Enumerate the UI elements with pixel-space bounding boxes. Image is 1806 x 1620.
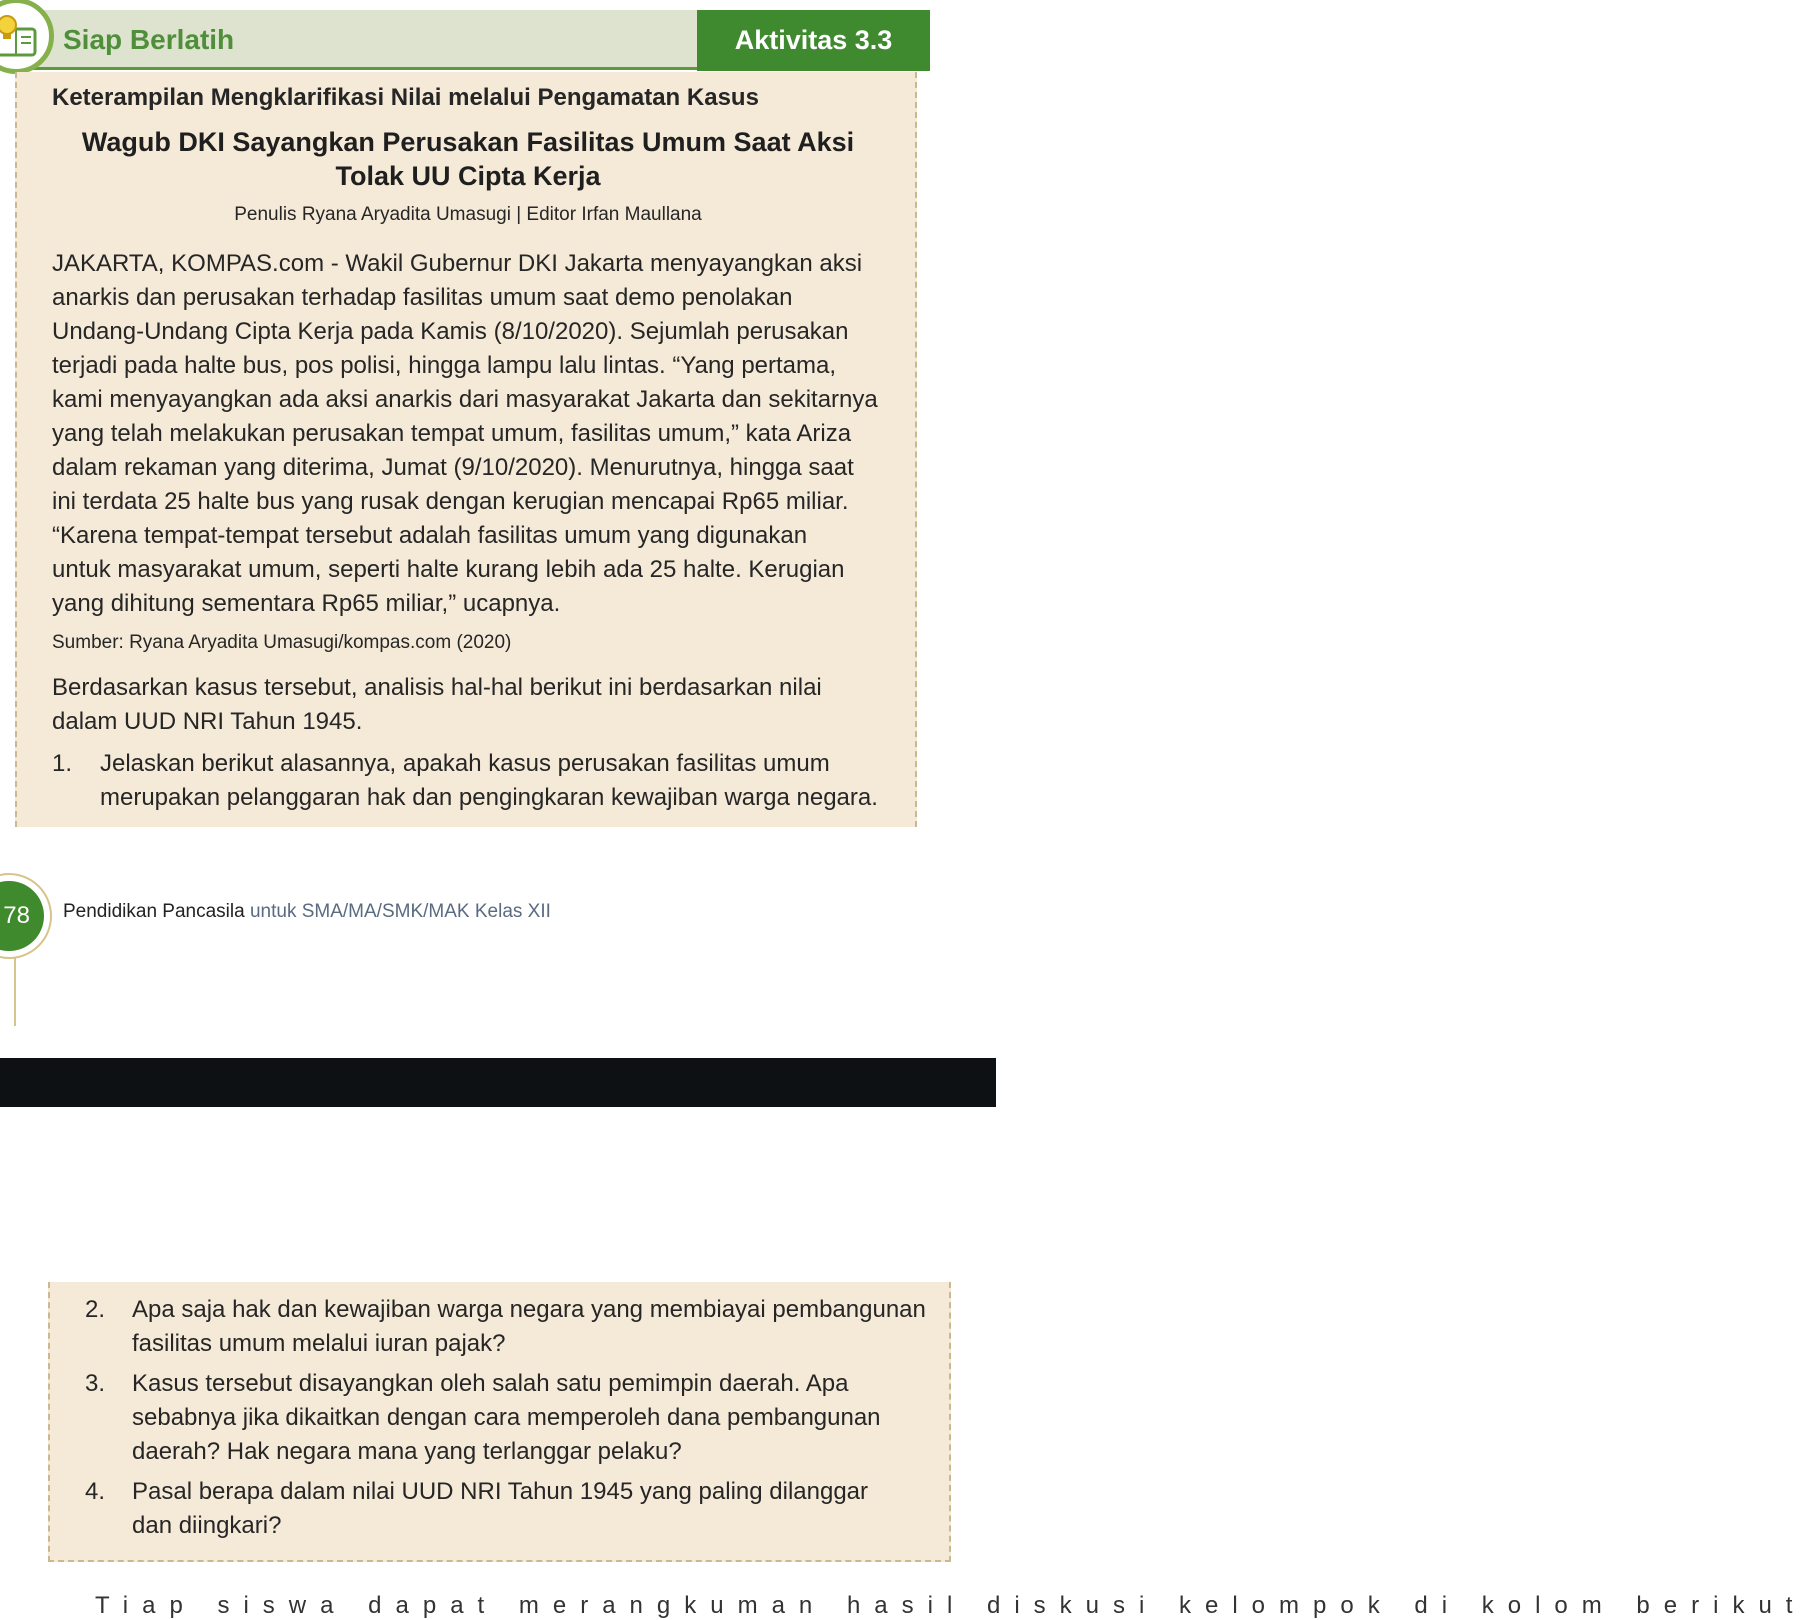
article-line: anarkis dan perusakan terhadap fasilitas umum saat demo penolakan: [52, 284, 793, 311]
question-number-3: 3.: [85, 1370, 106, 1397]
article-source: Sumber: Ryana Aryadita Umasugi/kompas.com (2020): [52, 632, 512, 653]
question-1-line: Jelaskan berikut alasannya, apakah kasus perusakan fasilitas umum: [100, 750, 830, 777]
questions-box: [48, 1282, 951, 1562]
question-2-line: Apa saja hak dan kewajiban warga negara yang membiayai pembangunan: [132, 1296, 926, 1323]
footer-divider: [14, 958, 16, 1026]
article-line: ini terdata 25 halte bus yang rusak dengan kerugian mencapai Rp65 miliar.: [52, 488, 849, 515]
section-subheading: Keterampilan Mengklarifikasi Nilai melalui Pengamatan Kasus: [52, 84, 759, 111]
question-number-1: 1.: [52, 750, 73, 777]
instruction-line: dalam UUD NRI Tahun 1945.: [52, 708, 363, 735]
article-line: “Karena tempat-tempat tersebut adalah fasilitas umum yang digunakan: [52, 522, 808, 549]
activity-label-box: [697, 10, 930, 71]
activity-header: [0, 8, 930, 72]
article-line: untuk masyarakat umum, seperti halte kurang lebih ada 25 halte. Kerugian: [52, 556, 845, 583]
question-3-line: sebabnya jika dikaitkan dengan cara memperoleh dana pembangunan: [132, 1404, 881, 1431]
instruction-line: Berdasarkan kasus tersebut, analisis hal-hal berikut ini berdasarkan nilai: [52, 674, 822, 701]
page-break-band: [0, 1058, 996, 1107]
question-3-line: Kasus tersebut disayangkan oleh salah satu pemimpin daerah. Apa: [132, 1370, 849, 1397]
header-title-bar: [0, 10, 700, 70]
article-line: dalam rekaman yang diterima, Jumat (9/10/2020). Menurutnya, hingga saat: [52, 454, 854, 481]
article-title-line-1: Wagub DKI Sayangkan Perusakan Fasilitas Umum Saat Aksi: [81, 127, 855, 157]
question-1-line: merupakan pelanggaran hak dan pengingkaran kewajiban warga negara.: [100, 784, 878, 811]
article-line: JAKARTA, KOMPAS.com - Wakil Gubernur DKI Jakarta menyayangkan aksi: [52, 250, 863, 277]
book-subtitle: untuk SMA/MA/SMK/MAK Kelas XII: [249, 901, 551, 922]
article-line: kami menyayangkan ada aksi anarkis dari masyarakat Jakarta dan sekitarnya: [52, 386, 878, 413]
book-footer: [63, 901, 551, 923]
article-title-line-2: Tolak UU Cipta Kerja: [335, 161, 601, 191]
case-study-box: [15, 72, 917, 827]
question-3-line: daerah? Hak negara mana yang terlanggar pelaku?: [132, 1438, 682, 1465]
article-author: Penulis Ryana Aryadita Umasugi | Editor Irfan Maullana: [234, 204, 702, 225]
question-2-line: fasilitas umum melalui iuran pajak?: [132, 1330, 506, 1357]
article-line: Undang-Undang Cipta Kerja pada Kamis (8/10/2020). Sejumlah perusakan: [52, 318, 849, 345]
page-number-badge: [0, 873, 52, 959]
page-number: 78: [3, 902, 30, 929]
article-line: terjadi pada halte bus, pos polisi, hingga lampu lalu lintas. “Yang pertama,: [52, 352, 837, 379]
question-number-4: 4.: [85, 1478, 106, 1505]
activity-label: Aktivitas 3.3: [734, 25, 893, 55]
article-line: yang telah melakukan perusakan tempat umum, fasilitas umum,” kata Ariza: [52, 420, 852, 447]
question-4-line: Pasal berapa dalam nilai UUD NRI Tahun 1945 yang paling dilanggar: [132, 1478, 869, 1505]
header-title: Siap Berlatih: [63, 24, 235, 55]
book-title: Pendidikan Pancasila: [63, 901, 245, 922]
question-number-2: 2.: [85, 1296, 106, 1323]
question-4-line: dan diingkari?: [132, 1512, 282, 1539]
article-line: yang dihitung sementara Rp65 miliar,” ucapnya.: [52, 590, 561, 617]
cutoff-text-line: Tiap siswa dapat merangkuman hasil diskusi kelompok di kolom berikut: [95, 1592, 1806, 1619]
